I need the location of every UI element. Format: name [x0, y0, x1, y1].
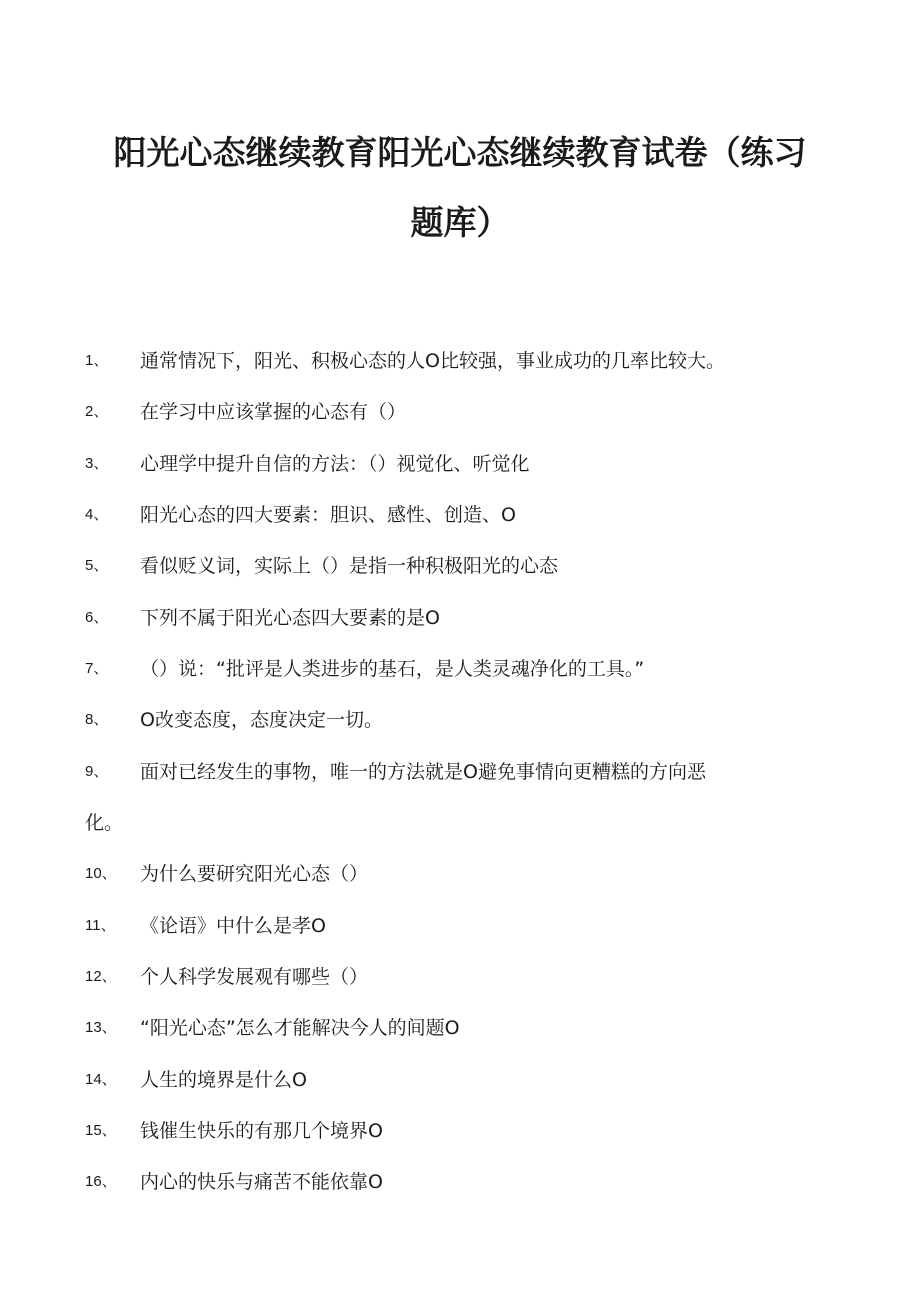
question-text: （）说：“批评是人类进步的基石，是人类灵魂净化的工具。” — [140, 658, 645, 680]
question-item — [0, 757, 920, 787]
question-text: 面对已经发生的事物，唯一的方法就是O避免事情向更糟糕的方向恶 — [140, 761, 706, 783]
page-title-line-2: 题库） — [410, 203, 510, 242]
question-number: 9、 — [85, 763, 109, 780]
question-item — [0, 346, 920, 376]
question-number: 1、 — [85, 352, 109, 369]
question-item — [0, 1116, 920, 1146]
question-item — [0, 551, 920, 581]
question-text: 《论语》中什么是孝O — [140, 915, 326, 937]
question-item — [0, 603, 920, 633]
question-text: 个人科学发展观有哪些（） — [140, 966, 369, 988]
question-item — [0, 911, 920, 941]
question-number: 2、 — [85, 403, 109, 420]
question-item — [0, 705, 920, 735]
question-item — [0, 859, 920, 889]
question-number: 16、 — [85, 1173, 117, 1190]
question-number: 6、 — [85, 609, 109, 626]
question-item — [0, 962, 920, 992]
question-text: 下列不属于阳光心态四大要素的是O — [140, 607, 440, 629]
question-number: 14、 — [85, 1071, 117, 1088]
question-item — [0, 1013, 920, 1043]
question-item — [0, 500, 920, 530]
question-number: 11、 — [85, 917, 116, 934]
question-number: 5、 — [85, 557, 109, 574]
question-text: 在学习中应该掌握的心态有（） — [140, 401, 407, 423]
question-number: 13、 — [85, 1019, 117, 1036]
question-item — [0, 654, 920, 684]
question-text: 通常情况下，阳光、积极心态的人O比较强，事业成功的几率比较大。 — [140, 350, 725, 372]
question-text: 内心的快乐与痛苦不能依靠O — [140, 1171, 383, 1193]
question-item — [0, 397, 920, 427]
question-item — [0, 1065, 920, 1095]
page-title-line-1: 阳光心态继续教育阳光心态继续教育试卷（练习 — [113, 133, 807, 172]
question-item — [0, 449, 920, 479]
question-text: 阳光心态的四大要素：胆识、感性、创造、O — [140, 504, 516, 526]
question-number: 12、 — [85, 968, 117, 985]
question-number: 3、 — [85, 455, 109, 472]
question-number: 7、 — [85, 660, 109, 677]
question-number: 10、 — [85, 865, 117, 882]
question-text: 为什么要研究阳光心态（） — [140, 863, 369, 885]
question-text: 心理学中提升自信的方法：（）视觉化、听觉化 — [140, 453, 530, 475]
question-item — [0, 1167, 920, 1197]
question-text: O改变态度，态度决定一切。 — [140, 709, 383, 731]
question-number: 4、 — [85, 506, 109, 523]
question-text: 看似贬义词，实际上（）是指一种积极阳光的心态 — [140, 555, 559, 577]
question-text: 人生的境界是什么O — [140, 1069, 307, 1091]
question-number: 15、 — [85, 1122, 117, 1139]
question-text-continuation: 化。 — [85, 812, 124, 834]
question-text: 钱催生快乐的有那几个境界O — [140, 1120, 383, 1142]
question-number: 8、 — [85, 711, 109, 728]
question-text: “阳光心态”怎么才能解决今人的间题O — [140, 1017, 460, 1039]
